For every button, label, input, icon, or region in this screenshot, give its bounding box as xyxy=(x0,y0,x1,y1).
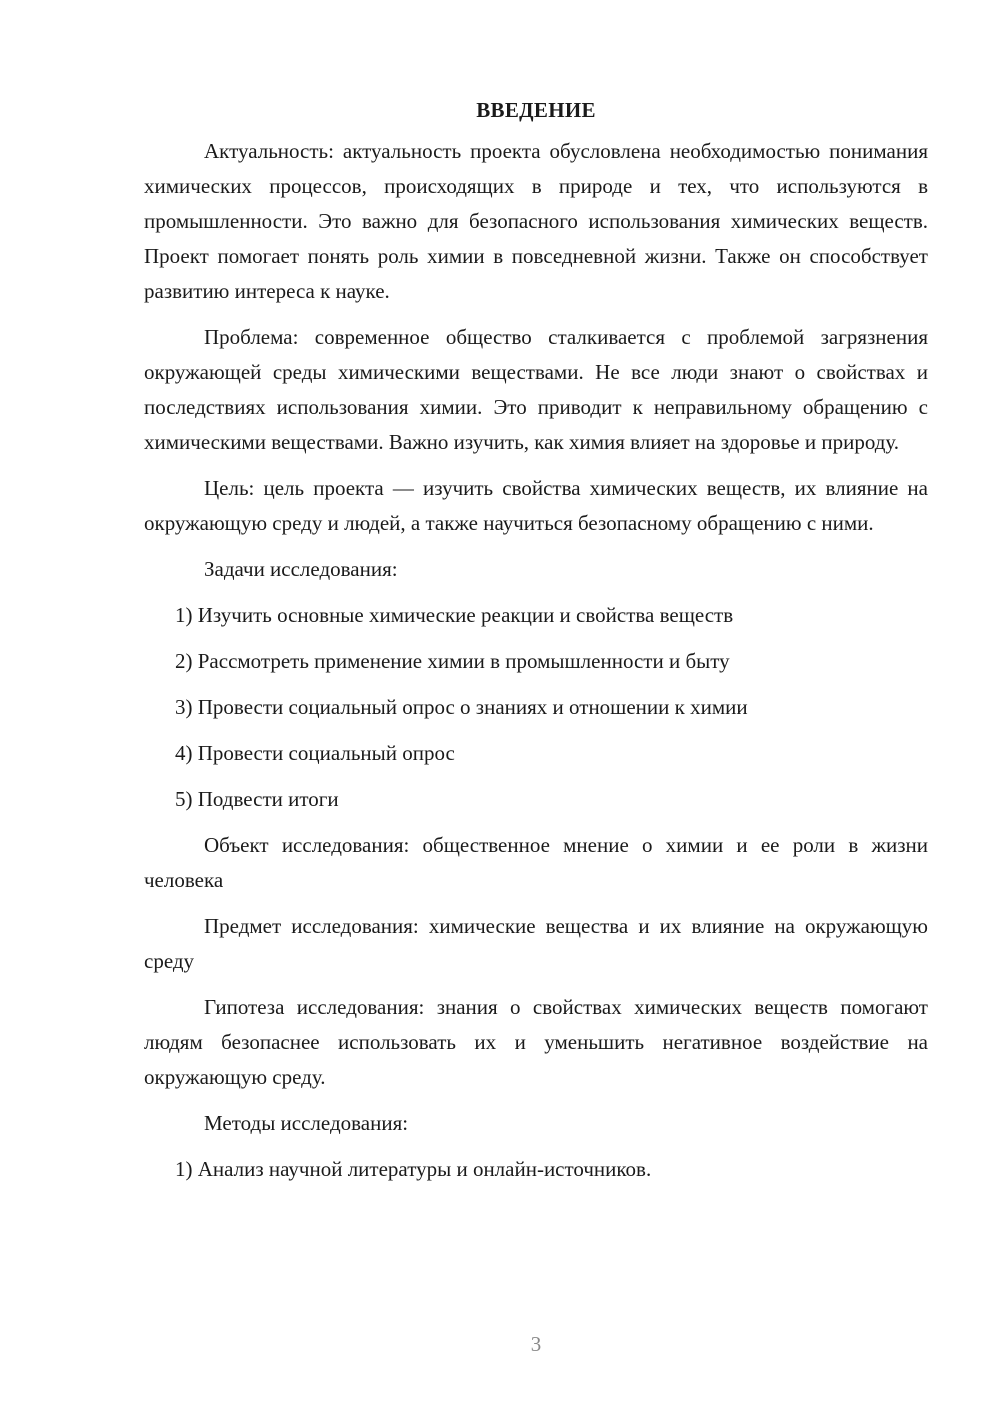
subject-paragraph: Предмет исследования: химические вещества и их влияние на окружающую среду xyxy=(144,914,928,973)
goal-paragraph: Цель: цель проекта — изучить свойства химических веществ, их влияние на окружающую среду и людей, а также научиться безопасному обращению с ними. xyxy=(144,476,928,535)
list-item: 1) Анализ научной литературы и онлайн-источников. xyxy=(175,1157,652,1181)
list-item: 4) Провести социальный опрос xyxy=(175,741,455,765)
section-heading: ВВЕДЕНИЕ xyxy=(476,98,596,122)
list-item: 5) Подвести итоги xyxy=(175,787,339,811)
document-page xyxy=(144,92,928,1198)
object-paragraph: Объект исследования: общественное мнение о химии и ее роли в жизни человека xyxy=(144,833,928,892)
list-item: 2) Рассмотреть применение химии в промышленности и быту xyxy=(175,649,730,673)
methods-list xyxy=(144,1152,928,1187)
hypothesis-paragraph: Гипотеза исследования: знания о свойствах химических веществ помогают людям безопаснее использовать их и уменьшить негативное воздействие на окружающую среду. xyxy=(144,995,928,1089)
list-item: 1) Изучить основные химические реакции и свойства веществ xyxy=(175,603,734,627)
tasks-list xyxy=(144,598,928,817)
problem-paragraph: Проблема: современное общество сталкивается с проблемой загрязнения окружающей среды химическими веществами. Не все люди знают о свойствах и последствиях использования химии. Это приводит к неправильному обращению с химическими веществами. Важно изучить, как химия влияет на здоровье и природу. xyxy=(144,325,928,454)
methods-label: Методы исследования: xyxy=(204,1111,409,1135)
list-item: 3) Провести социальный опрос о знаниях и отношении к химии xyxy=(175,695,748,719)
relevance-paragraph: Актуальность: актуальность проекта обусловлена необходимостью понимания химических процессов, происходящих в природе и тех, что используются в промышленности. Это важно для безопасного использования химических веществ. Проект помогает понять роль химии в повседневной жизни. Также он способствует развитию интереса к науке. xyxy=(144,139,928,303)
tasks-label: Задачи исследования: xyxy=(204,557,398,581)
page-number: 3 xyxy=(530,1332,542,1356)
